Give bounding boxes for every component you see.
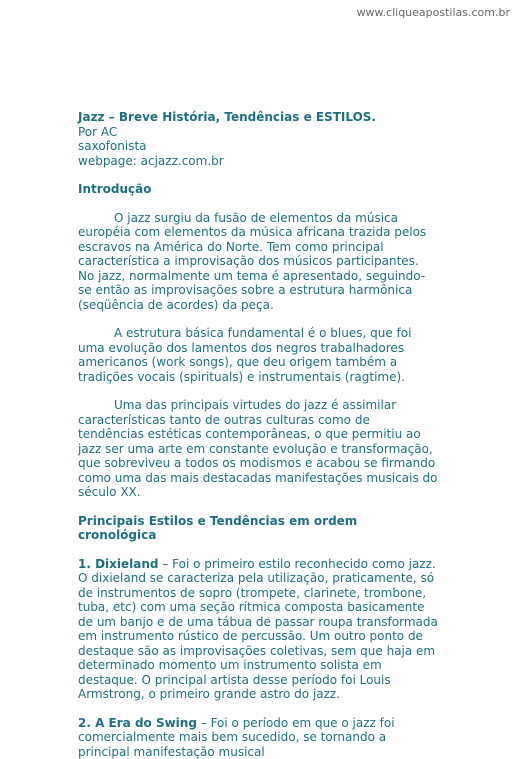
paragraph-intro-1: O jazz surgiu da fusão de elementos da música européia com elementos da música africana trazida pelos escravos na América do Norte. Tem como principal característica a improvisação dos músicos participantes. No jazz, normalmente um tema é apresentado, seguindo-se então as improvisações sobre a estrutura harmônica (seqüência de acordes) da peça. (78, 211, 438, 313)
style-text-dixieland: – Foi o primeiro estilo reconhecido como jazz. O dixieland se caracteriza pela utilização, praticamente, só de instrumentos de sopro (trompete, clarinete, trombone, tuba, etc) com uma seção rítmica composta basicamente de um banjo e de uma tábua de passar roupa transformada em instrumento rústico de percussão. Um outro ponto de destaque são as improvisações coletivas, sem que haja em determinado momento um instrumento solista em destaque. O principal artista desse período foi Louis Armstrong, o primeiro grande astro do jazz. (78, 557, 438, 702)
document-body (78, 110, 438, 759)
style-title-swing: 2. A Era do Swing (78, 716, 197, 730)
paragraph-intro-3: Uma das principais virtudes do jazz é assimilar características tanto de outras culturas como de tendências estéticas contemporâneas, o que permitiu ao jazz ser uma arte em constante evolução e transformação, que sobreviveu a todos os modismos e acabou se firmando como uma das mais destacadas manifestações musicais do século XX. (78, 398, 438, 500)
paragraph-intro-2: A estrutura básica fundamental é o blues, que foi uma evolução dos lamentos dos negros trabalhadores americanos (work songs), que deu origem também a tradições vocais (spirituals) e instrumentais (ragtime). (78, 326, 438, 384)
paragraph-style-swing (78, 716, 438, 759)
document-title: Jazz – Breve História, Tendências e ESTILOS. (78, 110, 438, 125)
section-heading-styles: Principais Estilos e Tendências em ordem cronológica (78, 514, 438, 543)
style-title-dixieland: 1. Dixieland (78, 557, 159, 571)
section-heading-introduction: Introdução (78, 182, 438, 197)
webpage-line: webpage: acjazz.com.br (78, 154, 438, 169)
author-line: Por AC (78, 125, 438, 140)
author-role: saxofonista (78, 139, 438, 154)
site-url[interactable]: www.cliqueapostilas.com.br (357, 6, 510, 19)
style-text-swing: – Foi o período em que o jazz foi comercialmente mais bem sucedido, se tornando a principal manifestação musical (78, 716, 395, 759)
paragraph-style-dixieland (78, 557, 438, 702)
